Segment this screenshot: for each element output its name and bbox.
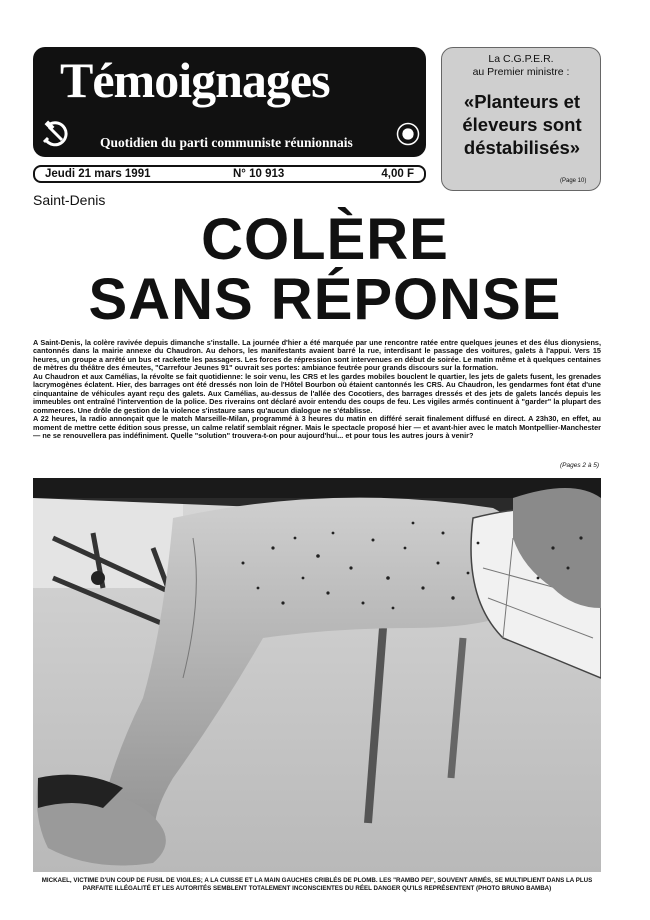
teaser-recipient: au Premier ministre : xyxy=(472,66,570,78)
dateline: Saint-Denis xyxy=(33,192,106,208)
teaser-quote: «Planteurs et éleveurs sont déstabilisés» xyxy=(462,91,582,158)
newspaper-subtitle: Quotidien du parti communiste réunionnais xyxy=(100,135,353,150)
front-page-photo xyxy=(33,478,601,872)
issue-price: 4,00 F xyxy=(381,168,414,180)
hammer-sickle-icon xyxy=(40,118,70,148)
teaser-page-ref: (Page 10) xyxy=(560,178,587,184)
article-body xyxy=(33,339,601,440)
issue-info-bar xyxy=(33,165,426,183)
article-page-ref: (Pages 2 à 5) xyxy=(560,462,600,469)
article-paragraph: Au Chaudron et aux Camélias, la révolte se fait quotidienne: le soir venu, les CRS et les gardes mobiles bouclent le quartier, les jets de galets fusent, les grenades lacrymogènes éclatent. Hier, des barrages ont été dressés non loin de l'Hôtel Bourbon où étaient cantonnés les CRS. Au Chaudron, les gendarmes font état d'une cinquantaine de véhicules ayant reçu des galets. Aux Camélias, au-dessus de l'allée des Cocotiers, des barrages dressés et des jets de galets lancés depuis les immeubles ont entraîné l'intervention de la police. Des riverains ont déclaré avoir entendu des coups de feu. Les vigiles armés continuent à "garder" la plupart des commerces. Une drôle de gestion de la violence s'instaure sans qu'aucun dialogue ne s'établisse. xyxy=(33,371,601,415)
teaser-org: La C.G.P.E.R. xyxy=(488,53,554,65)
article-paragraph: A Saint-Denis, la colère ravivée depuis dimanche s'installe. La journée d'hier a été marquée par une rencontre ratée entre quelques jeunes et des élus dionysiens, cantonnés dans la mairie annexe du Chaudron. Au dehors, les manifestants avaient barré la rue, interdisant le passage des voitures, galets à l'appui. Vers 15 heures, un groupe a arrêté un bus et rackette les passagers. Les forces de répression sont intervenues en début de soirée. Le matin même et à quelques centaines de mètres du théâtre des émeutes, "Carrefour Jeunes 91" ouvrait ses portes: ambiance feutrée pour grands discours sur la formation. xyxy=(33,338,601,373)
issue-date: Jeudi 21 mars 1991 xyxy=(45,168,151,180)
newspaper-title: Témoignages xyxy=(60,52,330,108)
article-paragraph: A 22 heures, la radio annonçait que le match Marseille-Milan, programmé à 3 heures du matin en différé serait finalement diffusé en direct. A 23h30, en effet, au moment de mettre cette édition sous presse, un calme relatif semblait régner. Mais le spectacle proposé hier — et avant-hier avec le match Montpellier-Manchester — ne se renouvellera pas indéfiniment. Quelle "solution" trouvera-t-on pour aujourd'hui... et pour tous les autres jours à venir? xyxy=(33,414,601,440)
reunion-island-icon xyxy=(396,122,420,146)
headline-line-1: COLÈRE xyxy=(201,207,449,272)
issue-number: N° 10 913 xyxy=(233,168,285,180)
headline-line-2: SANS RÉPONSE xyxy=(88,267,562,332)
photo-caption: MICKAEL, VICTIME D'UN COUP DE FUSIL DE VIGILES; A LA CUISSE ET LA MAIN GAUCHES CRIBLÉS DE PLOMB. LES "RAMBO PEI", SOUVENT ARMÉS, SE MULTIPLIENT DANS LA PLUS PARFAITE ILLÉGALITÉ ET LES AUTORITÉS SEMBLENT TOTALEMENT INCONSCIENTES DU RÉEL DANGER QU'ILS REPRÉSENTENT (PHOTO BRUNO BAMBA) xyxy=(41,877,593,892)
